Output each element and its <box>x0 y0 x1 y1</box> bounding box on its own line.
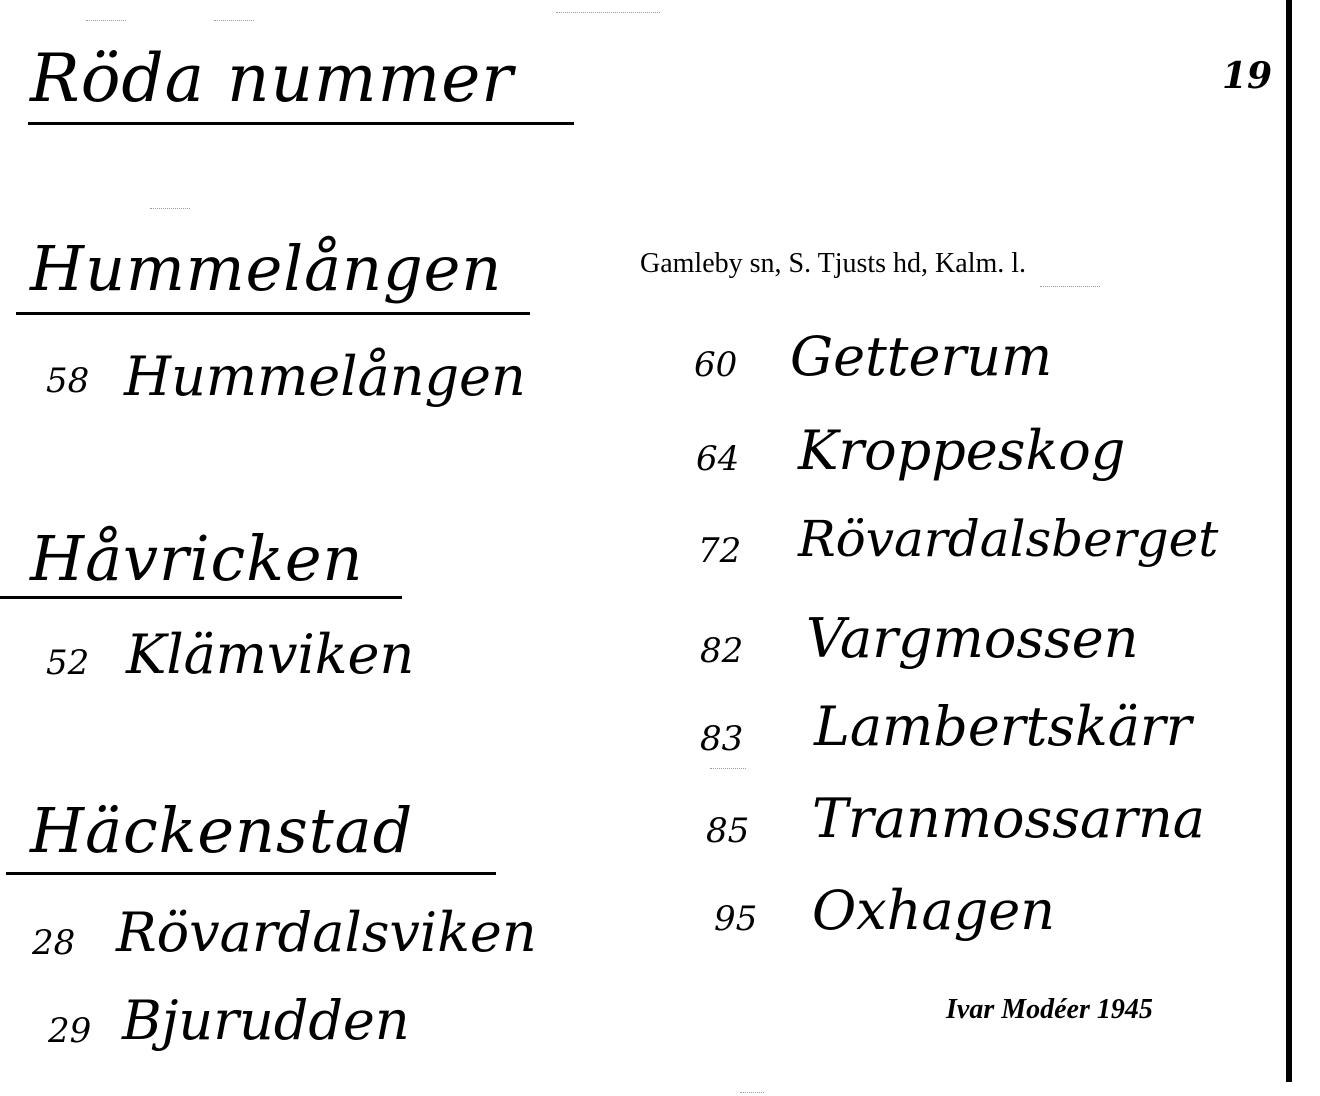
card-right-border <box>1286 0 1292 1082</box>
entry-number: 64 <box>696 439 740 479</box>
entry-name: Lambertskärr <box>814 695 1192 758</box>
entry-number: 83 <box>700 719 744 759</box>
group-heading-havricken: Håvricken <box>30 522 364 595</box>
group-underline <box>16 312 530 315</box>
scan-speck <box>150 208 190 210</box>
title-underline <box>28 122 574 125</box>
entry-name: Klämviken <box>126 623 415 686</box>
entry-name: Kroppeskog <box>798 419 1126 482</box>
scan-speck <box>740 1092 764 1094</box>
entry-number: 52 <box>46 643 90 683</box>
entry-number: 60 <box>694 345 738 385</box>
group-heading-hummelangen: Hummelången <box>30 232 503 305</box>
entry-number: 29 <box>48 1011 92 1051</box>
scan-speck <box>86 20 126 22</box>
scan-speck <box>214 20 254 22</box>
scan-speck <box>710 768 746 770</box>
group-underline <box>0 596 402 599</box>
entry-number: 95 <box>714 899 758 939</box>
entry-number: 82 <box>700 631 744 671</box>
entry-name: Vargmossen <box>806 607 1139 670</box>
scan-speck <box>1040 286 1100 288</box>
location-line: Gamleby sn, S. Tjusts hd, Kalm. l. <box>640 248 1027 279</box>
group-heading-hackenstad: Häckenstad <box>30 794 414 867</box>
entry-name: Rövardalsberget <box>798 510 1219 568</box>
entry-number: 72 <box>698 531 742 571</box>
entry-number: 85 <box>706 811 750 851</box>
entry-name: Hummelången <box>124 345 526 408</box>
entry-name: Rövardalsviken <box>116 901 537 964</box>
group-underline <box>6 872 496 875</box>
card-title: Röda nummer <box>30 40 514 117</box>
author-signature: Ivar Modéer 1945 <box>946 994 1153 1025</box>
entry-name: Getterum <box>790 325 1053 388</box>
entry-number: 58 <box>46 361 90 401</box>
entry-name: Bjurudden <box>122 989 410 1052</box>
entry-name: Oxhagen <box>812 879 1055 942</box>
entry-name: Tranmossarna <box>812 787 1205 850</box>
scan-speck <box>556 12 660 14</box>
page-number: 19 <box>1222 55 1273 97</box>
entry-number: 28 <box>32 923 76 963</box>
